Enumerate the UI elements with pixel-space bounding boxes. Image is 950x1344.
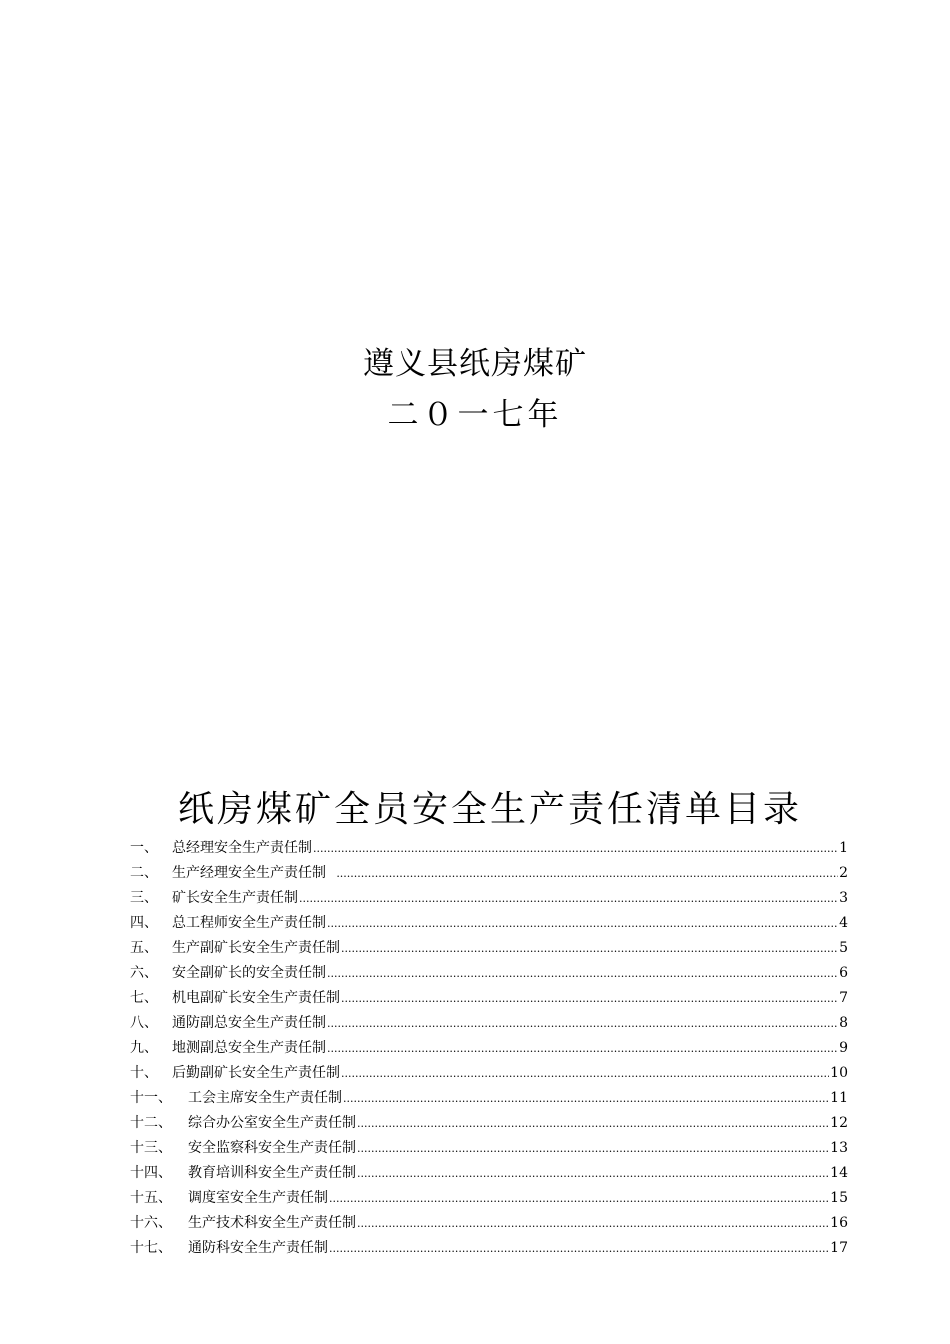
toc-entry-label: 地测副总安全生产责任制 xyxy=(172,1040,326,1056)
toc-entry-page: 11 xyxy=(830,1090,848,1106)
toc-entry-number: 三、 xyxy=(130,890,158,906)
toc-entry-number: 十一、 xyxy=(130,1090,172,1106)
toc-entry[interactable] xyxy=(130,1161,848,1186)
toc-dot-leader xyxy=(327,1011,838,1036)
toc-entry[interactable] xyxy=(130,1136,848,1161)
toc-entry-number: 十、 xyxy=(130,1065,158,1081)
toc-entry-number: 十二、 xyxy=(130,1115,172,1131)
toc-entry-number: 二、 xyxy=(130,865,158,881)
toc-entry[interactable] xyxy=(130,986,848,1011)
toc-entry[interactable] xyxy=(130,936,848,961)
toc-entry-page: 14 xyxy=(830,1165,848,1181)
toc-entry-number: 七、 xyxy=(130,990,158,1006)
toc-entry-label: 通防科安全生产责任制 xyxy=(188,1240,328,1256)
toc-heading: 纸房煤矿全员安全生产责任清单目录 xyxy=(177,789,802,830)
toc-entry[interactable] xyxy=(130,1111,848,1136)
toc-dot-leader xyxy=(357,1136,829,1161)
toc-entry-number: 十三、 xyxy=(130,1140,172,1156)
toc-dot-leader xyxy=(327,911,838,936)
toc-entry-number: 五、 xyxy=(130,940,158,956)
toc-entry-label: 生产副矿长安全生产责任制 xyxy=(172,940,340,956)
toc-entry[interactable] xyxy=(130,886,848,911)
toc-entry-label: 总工程师安全生产责任制 xyxy=(172,915,326,931)
toc-dot-leader xyxy=(357,1211,829,1236)
toc-entry-label: 安全监察科安全生产责任制 xyxy=(188,1140,356,1156)
toc-entry-label: 机电副矿长安全生产责任制 xyxy=(172,990,340,1006)
toc-dot-leader xyxy=(327,1036,838,1061)
toc-entry-number: 十四、 xyxy=(130,1165,172,1181)
toc-entry-page: 8 xyxy=(839,1015,848,1031)
toc-entry-number: 六、 xyxy=(130,965,158,981)
toc-entry-label: 后勤副矿长安全生产责任制 xyxy=(172,1065,340,1081)
toc-entry-page: 17 xyxy=(830,1240,848,1256)
toc-entry[interactable] xyxy=(130,1086,848,1111)
toc-entry-page: 7 xyxy=(839,990,848,1006)
toc-dot-leader xyxy=(336,861,838,886)
toc-dot-leader xyxy=(299,886,838,911)
toc-entry-label: 综合办公室安全生产责任制 xyxy=(188,1115,356,1131)
toc-dot-leader xyxy=(313,836,838,861)
toc-entry-label: 通防副总安全生产责任制 xyxy=(172,1015,326,1031)
toc-entry-page: 5 xyxy=(839,940,848,956)
toc-dot-leader xyxy=(341,936,838,961)
toc-entry[interactable] xyxy=(130,1236,848,1261)
toc-dot-leader xyxy=(357,1161,829,1186)
toc-entry-page: 16 xyxy=(830,1215,848,1231)
toc-entry-label: 总经理安全生产责任制 xyxy=(172,840,312,856)
toc-entry-page: 4 xyxy=(839,915,848,931)
toc-entry-number: 四、 xyxy=(130,915,158,931)
toc-entry-page: 13 xyxy=(830,1140,848,1156)
toc-entry[interactable] xyxy=(130,1011,848,1036)
toc-entry-number: 一、 xyxy=(130,840,158,856)
toc-entry-label: 生产技术科安全生产责任制 xyxy=(188,1215,356,1231)
toc-entry-page: 2 xyxy=(839,865,848,881)
toc-entry[interactable] xyxy=(130,911,848,936)
toc-dot-leader xyxy=(327,961,838,986)
toc-entry-label: 矿长安全生产责任制 xyxy=(172,890,298,906)
toc-dot-leader xyxy=(329,1236,829,1261)
toc-entry[interactable] xyxy=(130,1061,848,1086)
toc-entry-label: 生产经理安全生产责任制 xyxy=(172,865,326,881)
toc-dot-leader xyxy=(357,1111,829,1136)
toc-entry[interactable] xyxy=(130,1036,848,1061)
cover-organization-title: 遵义县纸房煤矿 xyxy=(363,346,587,382)
toc-entry-page: 3 xyxy=(839,890,848,906)
toc-entry[interactable] xyxy=(130,836,848,861)
toc-entry-page: 15 xyxy=(830,1190,848,1206)
toc-entry[interactable] xyxy=(130,961,848,986)
toc-entry[interactable] xyxy=(130,1211,848,1236)
toc-entry-number: 十六、 xyxy=(130,1215,172,1231)
toc-entry-number: 九、 xyxy=(130,1040,158,1056)
toc-dot-leader xyxy=(341,1061,829,1086)
toc-dot-leader xyxy=(329,1186,829,1211)
table-of-contents xyxy=(130,836,848,1261)
toc-entry[interactable] xyxy=(130,1186,848,1211)
toc-entry-number: 十七、 xyxy=(130,1240,172,1256)
toc-entry[interactable] xyxy=(130,861,848,886)
toc-dot-leader xyxy=(341,986,838,1011)
toc-entry-label: 调度室安全生产责任制 xyxy=(188,1190,328,1206)
toc-entry-page: 12 xyxy=(830,1115,848,1131)
toc-dot-leader xyxy=(343,1086,829,1111)
toc-entry-page: 1 xyxy=(839,840,848,856)
toc-entry-page: 6 xyxy=(839,965,848,981)
toc-entry-page: 9 xyxy=(839,1040,848,1056)
toc-entry-label: 安全副矿长的安全责任制 xyxy=(172,965,326,981)
toc-entry-page: 10 xyxy=(830,1065,848,1081)
toc-entry-label: 教育培训科安全生产责任制 xyxy=(188,1165,356,1181)
toc-entry-number: 八、 xyxy=(130,1015,158,1031)
toc-entry-number: 十五、 xyxy=(130,1190,172,1206)
cover-year-title: 二０一七年 xyxy=(387,397,563,433)
toc-entry-label: 工会主席安全生产责任制 xyxy=(188,1090,342,1106)
